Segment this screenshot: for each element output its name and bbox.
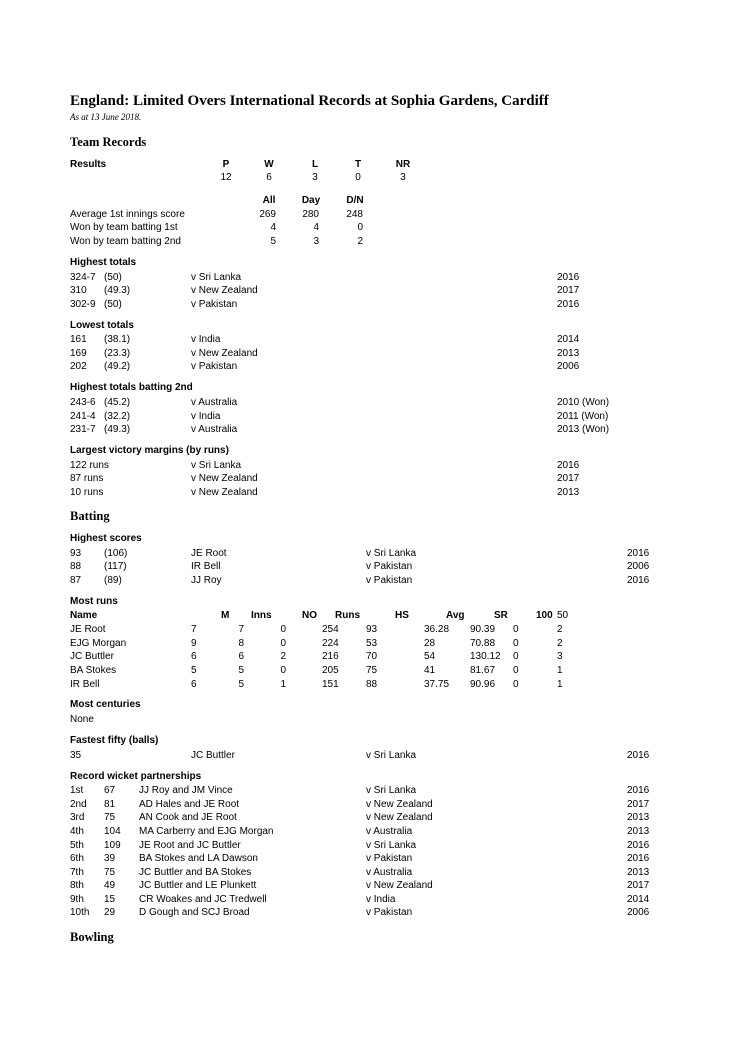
partnership-year: 2013	[627, 826, 650, 837]
total-overs: (45.2)	[104, 397, 131, 408]
most-runs-cell: 70.88	[470, 638, 496, 649]
most-runs-cell: 205	[322, 665, 339, 676]
total-score: 231-7	[70, 424, 96, 435]
total-year: 2013	[557, 348, 580, 359]
highest-scores-heading: Highest scores	[70, 533, 142, 544]
total-score: 161	[70, 334, 87, 345]
score-opponent: v Pakistan	[366, 575, 413, 586]
partnership-pair: CR Woakes and JC Tredwell	[139, 894, 267, 905]
most-runs-heading: Most runs	[70, 596, 118, 607]
innings-row-value: 0	[357, 222, 363, 233]
partnership-runs: 39	[104, 853, 116, 864]
total-year: 2011 (Won)	[557, 411, 609, 422]
partnership-runs: 109	[104, 840, 121, 851]
score-player: JE Root	[191, 548, 227, 559]
total-opponent: v India	[191, 411, 221, 422]
most-runs-cell: 88	[366, 679, 378, 690]
total-opponent: v Pakistan	[191, 299, 238, 310]
innings-header-dn: D/N	[346, 195, 364, 206]
results-header-p: P	[222, 159, 230, 170]
results-value-l: 3	[312, 172, 318, 183]
partnership-pair: BA Stokes and LA Dawson	[139, 853, 258, 864]
partnership-opponent: v New Zealand	[366, 880, 433, 891]
bowling-heading: Bowling	[70, 930, 114, 944]
score-runs: 87	[70, 575, 82, 586]
total-overs: (32.2)	[104, 411, 131, 422]
victory-margins-heading: Largest victory margins (by runs)	[70, 445, 229, 456]
total-opponent: v Australia	[191, 397, 238, 408]
innings-row-value: 248	[346, 209, 363, 220]
most-runs-cell: 254	[322, 624, 339, 635]
total-overs: (49.3)	[104, 285, 131, 296]
innings-row-value: 269	[259, 209, 276, 220]
most-runs-cell: 54	[424, 651, 436, 662]
fastest-fifty-player: JC Buttler	[191, 750, 235, 761]
most-runs-header-avg: Avg	[446, 610, 465, 621]
partnership-year: 2017	[627, 880, 650, 891]
most-runs-header-runs: Runs	[335, 610, 360, 621]
partnership-pair: MA Carberry and EJG Morgan	[139, 826, 274, 837]
total-year: 2016	[557, 272, 580, 283]
margin-value: 10 runs	[70, 487, 104, 498]
partnership-opponent: v New Zealand	[366, 799, 433, 810]
partnership-wicket: 10th	[70, 907, 90, 918]
total-score: 169	[70, 348, 87, 359]
partnership-year: 2013	[627, 867, 650, 878]
most-runs-cell: 0	[513, 624, 519, 635]
most-runs-cell: 6	[191, 651, 197, 662]
partnership-pair: D Gough and SCJ Broad	[139, 907, 250, 918]
most-runs-header-sr: SR	[494, 610, 508, 621]
most-runs-cell: 6	[238, 651, 244, 662]
most-runs-header-hs: HS	[395, 610, 409, 621]
partnership-runs: 104	[104, 826, 121, 837]
most-runs-cell: 70	[366, 651, 378, 662]
most-runs-cell: 1	[557, 665, 563, 676]
partnership-wicket: 4th	[70, 826, 84, 837]
fastest-fifty-year: 2016	[627, 750, 650, 761]
total-score: 243-6	[70, 397, 96, 408]
partnership-wicket: 2nd	[70, 799, 87, 810]
total-overs: (23.3)	[104, 348, 131, 359]
most-runs-cell: 90.39	[470, 624, 496, 635]
most-runs-cell: BA Stokes	[70, 665, 117, 676]
most-runs-cell: 0	[513, 651, 519, 662]
fastest-fifty-balls: 35	[70, 750, 82, 761]
partnership-opponent: v India	[366, 894, 396, 905]
partnership-pair: AN Cook and JE Root	[139, 812, 237, 823]
most-runs-cell: 0	[513, 638, 519, 649]
partnership-year: 2016	[627, 853, 650, 864]
most-runs-cell: 216	[322, 651, 339, 662]
score-player: IR Bell	[191, 561, 221, 572]
partnership-pair: JC Buttler and LE Plunkett	[139, 880, 257, 891]
most-runs-cell: 0	[280, 638, 286, 649]
most-centuries-text: None	[70, 714, 94, 725]
most-runs-cell: 3	[557, 651, 563, 662]
margin-year: 2013	[557, 487, 580, 498]
score-balls: (106)	[104, 548, 128, 559]
results-header-l: L	[311, 159, 319, 170]
score-year: 2016	[627, 548, 650, 559]
score-opponent: v Pakistan	[366, 561, 413, 572]
score-balls: (117)	[104, 561, 127, 572]
score-opponent: v Sri Lanka	[366, 548, 417, 559]
partnership-pair: JC Buttler and BA Stokes	[139, 867, 252, 878]
most-runs-header-50: 50	[557, 610, 569, 621]
margin-year: 2017	[557, 473, 580, 484]
score-balls: (89)	[104, 575, 122, 586]
partnership-year: 2013	[627, 812, 650, 823]
most-centuries-heading: Most centuries	[70, 699, 141, 710]
total-year: 2016	[557, 299, 580, 310]
page-subtitle: As at 13 June 2018.	[70, 112, 142, 122]
most-runs-cell: 2	[557, 638, 563, 649]
partnership-opponent: v Sri Lanka	[366, 785, 417, 796]
total-year: 2014	[557, 334, 580, 345]
margin-opponent: v Sri Lanka	[191, 460, 242, 471]
most-runs-header-inns: Inns	[251, 610, 272, 621]
partnership-wicket: 1st	[70, 785, 84, 796]
partnership-opponent: v Australia	[366, 867, 413, 878]
most-runs-cell: 90.96	[470, 679, 496, 690]
partnership-runs: 81	[104, 799, 116, 810]
partnership-year: 2017	[627, 799, 650, 810]
most-runs-cell: JE Root	[70, 624, 106, 635]
most-runs-cell: 75	[366, 665, 378, 676]
partnership-opponent: v Sri Lanka	[366, 840, 417, 851]
most-runs-cell: 9	[191, 638, 197, 649]
total-score: 202	[70, 361, 87, 372]
partnership-year: 2016	[627, 785, 650, 796]
partnership-pair: AD Hales and JE Root	[139, 799, 240, 810]
total-opponent: v Pakistan	[191, 361, 238, 372]
results-header-w: W	[264, 159, 274, 170]
most-runs-cell: 5	[238, 665, 244, 676]
margin-year: 2016	[557, 460, 580, 471]
most-runs-cell: 28	[424, 638, 436, 649]
most-runs-cell: EJG Morgan	[70, 638, 127, 649]
results-header-nr: NR	[395, 159, 411, 170]
total-overs: (38.1)	[104, 334, 131, 345]
page-title: England: Limited Overs International Records at Sophia Gardens, Cardiff	[70, 93, 549, 109]
partnership-wicket: 7th	[70, 867, 84, 878]
partnership-pair: JJ Roy and JM Vince	[139, 785, 233, 796]
innings-row-value: 3	[313, 236, 319, 247]
highest-totals-heading: Highest totals	[70, 257, 137, 268]
most-runs-cell: 2	[557, 624, 563, 635]
total-overs: (50)	[104, 272, 122, 283]
innings-row-value: 4	[270, 222, 276, 233]
total-score: 241-4	[70, 411, 96, 422]
total-overs: (49.2)	[104, 361, 131, 372]
most-runs-cell: 8	[238, 638, 244, 649]
batting-heading: Batting	[70, 509, 110, 523]
partnership-pair: JE Root and JC Buttler	[139, 840, 241, 851]
highest-2nd-heading: Highest totals batting 2nd	[70, 382, 193, 393]
most-runs-cell: 2	[280, 651, 286, 662]
innings-row-value: 5	[270, 236, 276, 247]
most-runs-header-100: 100	[536, 610, 553, 621]
partnership-year: 2014	[627, 894, 650, 905]
total-score: 302-9	[70, 299, 96, 310]
most-runs-cell: 93	[366, 624, 378, 635]
innings-header-day: Day	[301, 195, 321, 206]
total-score: 324-7	[70, 272, 96, 283]
most-runs-cell: 37.75	[424, 679, 450, 690]
most-runs-cell: 5	[238, 679, 244, 690]
total-opponent: v New Zealand	[191, 348, 258, 359]
most-runs-cell: 6	[191, 679, 197, 690]
partnership-opponent: v Australia	[366, 826, 413, 837]
total-overs: (49.3)	[104, 424, 131, 435]
most-runs-cell: IR Bell	[70, 679, 100, 690]
partnership-runs: 29	[104, 907, 116, 918]
partnership-year: 2016	[627, 840, 650, 851]
total-year: 2013 (Won)	[557, 424, 610, 435]
most-runs-cell: 7	[191, 624, 197, 635]
most-runs-cell: 0	[513, 679, 519, 690]
most-runs-header-name: Name	[70, 610, 98, 621]
partnership-runs: 67	[104, 785, 116, 796]
most-runs-cell: 7	[238, 624, 244, 635]
margin-value: 87 runs	[70, 473, 104, 484]
most-runs-header-no: NO	[302, 610, 317, 621]
most-runs-cell: 5	[191, 665, 197, 676]
most-runs-cell: 224	[322, 638, 339, 649]
partnership-wicket: 6th	[70, 853, 84, 864]
margin-opponent: v New Zealand	[191, 473, 258, 484]
partnership-wicket: 5th	[70, 840, 84, 851]
total-year: 2006	[557, 361, 580, 372]
partnership-runs: 49	[104, 880, 116, 891]
most-runs-header-m: M	[221, 610, 230, 621]
innings-row-label: Average 1st innings score	[70, 209, 185, 220]
partnership-opponent: v New Zealand	[366, 812, 433, 823]
team-records-heading: Team Records	[70, 135, 147, 149]
partnership-opponent: v Pakistan	[366, 907, 413, 918]
score-player: JJ Roy	[191, 575, 222, 586]
partnership-wicket: 9th	[70, 894, 84, 905]
most-runs-cell: 1	[280, 679, 286, 690]
innings-row-label: Won by team batting 1st	[70, 222, 178, 233]
total-overs: (50)	[104, 299, 122, 310]
partnership-year: 2006	[627, 907, 650, 918]
total-opponent: v Australia	[191, 424, 238, 435]
innings-row-value: 2	[357, 236, 363, 247]
most-runs-cell: 0	[280, 624, 286, 635]
innings-row-value: 280	[302, 209, 319, 220]
most-runs-cell: 0	[280, 665, 286, 676]
most-runs-cell: 81.67	[470, 665, 496, 676]
most-runs-cell: 130.12	[470, 651, 501, 662]
most-runs-cell: 53	[366, 638, 378, 649]
lowest-totals-heading: Lowest totals	[70, 320, 134, 331]
most-runs-cell: 41	[424, 665, 436, 676]
partnerships-heading: Record wicket partnerships	[70, 771, 202, 782]
score-runs: 88	[70, 561, 82, 572]
results-value-nr: 3	[400, 172, 406, 183]
innings-row-value: 4	[313, 222, 319, 233]
fastest-fifty-opponent: v Sri Lanka	[366, 750, 417, 761]
results-value-p: 12	[220, 172, 232, 183]
score-year: 2006	[627, 561, 650, 572]
score-year: 2016	[627, 575, 650, 586]
partnership-wicket: 3rd	[70, 812, 85, 823]
partnership-wicket: 8th	[70, 880, 84, 891]
results-value-t: 0	[355, 172, 361, 183]
total-opponent: v India	[191, 334, 221, 345]
fastest-fifty-heading: Fastest fifty (balls)	[70, 735, 159, 746]
margin-value: 122 runs	[70, 460, 109, 471]
most-runs-cell: 1	[557, 679, 563, 690]
margin-opponent: v New Zealand	[191, 487, 258, 498]
total-opponent: v New Zealand	[191, 285, 258, 296]
results-header-t: T	[354, 159, 362, 170]
results-value-w: 6	[266, 172, 272, 183]
partnership-runs: 75	[104, 867, 116, 878]
partnership-runs: 15	[104, 894, 116, 905]
partnership-runs: 75	[104, 812, 116, 823]
most-runs-cell: 0	[513, 665, 519, 676]
innings-row-label: Won by team batting 2nd	[70, 236, 181, 247]
innings-header-all: All	[262, 195, 276, 206]
score-runs: 93	[70, 548, 82, 559]
total-year: 2017	[557, 285, 580, 296]
results-label: Results	[70, 159, 107, 170]
total-year: 2010 (Won)	[557, 397, 610, 408]
total-opponent: v Sri Lanka	[191, 272, 242, 283]
total-score: 310	[70, 285, 87, 296]
most-runs-cell: JC Buttler	[70, 651, 114, 662]
most-runs-cell: 36.28	[424, 624, 450, 635]
most-runs-cell: 151	[322, 679, 339, 690]
partnership-opponent: v Pakistan	[366, 853, 413, 864]
